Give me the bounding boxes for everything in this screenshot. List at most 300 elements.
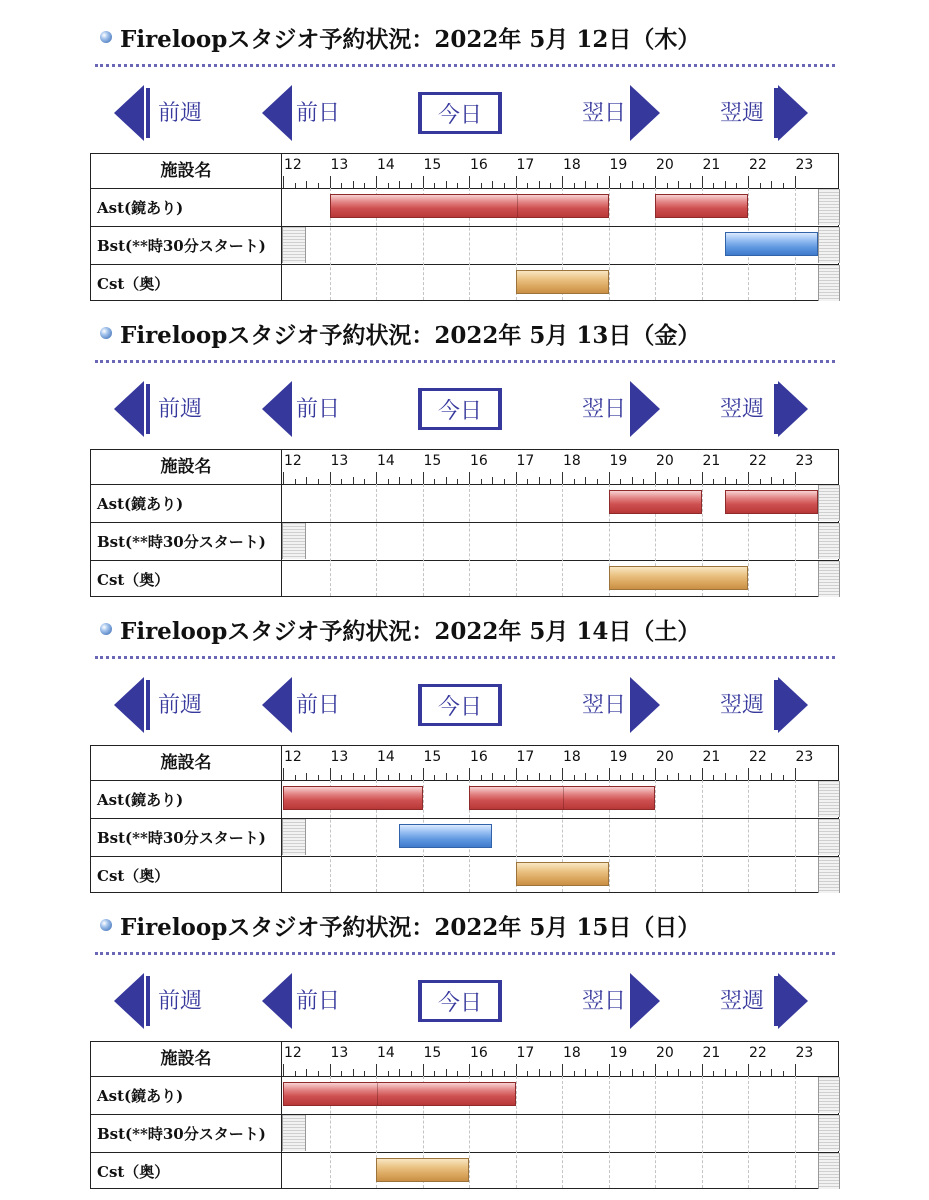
right-arrow-icon xyxy=(630,381,660,437)
minor-tick xyxy=(411,183,412,188)
minor-tick xyxy=(713,479,714,484)
today-label: 今日 xyxy=(437,991,482,1016)
hour-tick xyxy=(702,1064,703,1076)
hour-tick xyxy=(423,176,424,188)
hour-tick xyxy=(283,768,284,780)
today-label: 今日 xyxy=(437,399,482,424)
minor-tick xyxy=(481,183,482,188)
bullet-icon xyxy=(100,623,112,635)
minor-tick xyxy=(353,477,354,484)
hour-tick xyxy=(469,176,470,188)
minor-tick xyxy=(527,775,528,780)
minor-tick xyxy=(527,1071,528,1076)
hour-label: 23 xyxy=(795,1045,814,1061)
date-navigation xyxy=(0,970,929,1036)
minor-tick xyxy=(295,775,296,780)
hour-label: 17 xyxy=(516,157,535,173)
row-divider xyxy=(91,1076,838,1077)
hour-label: 16 xyxy=(470,1045,488,1061)
schedule-grid xyxy=(90,449,839,597)
hour-label: 15 xyxy=(423,157,442,173)
minor-tick xyxy=(632,477,633,484)
minor-tick xyxy=(678,477,679,484)
minor-tick xyxy=(760,183,761,188)
today-label: 今日 xyxy=(437,103,482,128)
title-divider xyxy=(95,656,835,659)
hour-tick xyxy=(562,1064,563,1076)
reservation-split xyxy=(377,1083,378,1105)
row-divider xyxy=(91,522,838,523)
right-arrow-icon xyxy=(630,85,660,141)
next-day-label: 翌日 xyxy=(582,693,627,718)
closed-time-block xyxy=(818,1077,840,1113)
hour-label: 16 xyxy=(470,157,488,173)
prev-week-label: 前週 xyxy=(158,989,203,1014)
date-navigation xyxy=(0,82,929,148)
facility-name: Bst(**時30分スタート) xyxy=(97,829,266,847)
hour-tick xyxy=(330,176,331,188)
hour-tick xyxy=(748,1064,749,1076)
hour-gridline xyxy=(748,780,749,892)
reservation-bar[interactable] xyxy=(399,824,492,848)
next-day-button[interactable] xyxy=(580,82,662,148)
minor-tick xyxy=(585,181,586,188)
hour-gridline xyxy=(516,484,517,596)
closed-time-block xyxy=(818,819,840,855)
reservation-split xyxy=(517,195,518,217)
hour-tick xyxy=(376,768,377,780)
minor-tick xyxy=(736,479,737,484)
hour-tick xyxy=(469,768,470,780)
next-week-button[interactable] xyxy=(718,674,810,740)
minor-tick xyxy=(690,183,691,188)
row-divider xyxy=(91,560,838,561)
reservation-bar[interactable] xyxy=(283,786,423,810)
minor-tick xyxy=(364,1071,365,1076)
minor-tick xyxy=(597,775,598,780)
hour-tick xyxy=(516,472,517,484)
next-week-button[interactable] xyxy=(718,378,810,444)
minor-tick xyxy=(643,479,644,484)
facility-name: Ast(鏡あり) xyxy=(97,495,184,513)
hour-label: 19 xyxy=(609,749,628,765)
hour-label: 20 xyxy=(656,749,674,765)
minor-tick xyxy=(574,1071,575,1076)
hour-label: 12 xyxy=(284,157,302,173)
hour-label: 12 xyxy=(284,749,302,765)
hour-tick xyxy=(469,1064,470,1076)
minor-tick xyxy=(736,775,737,780)
next-week-label: 翌週 xyxy=(720,989,765,1014)
prev-day-label: 前日 xyxy=(296,989,341,1014)
today-button[interactable] xyxy=(418,92,502,134)
title-divider xyxy=(95,64,835,67)
bullet-icon xyxy=(100,919,112,931)
minor-tick xyxy=(306,773,307,780)
right-arrow-icon xyxy=(630,677,660,733)
right-arrow-icon xyxy=(778,85,808,141)
minor-tick xyxy=(295,479,296,484)
minor-tick xyxy=(457,183,458,188)
minor-tick xyxy=(411,775,412,780)
border xyxy=(418,427,502,430)
hour-label: 21 xyxy=(702,749,721,765)
minor-tick xyxy=(597,183,598,188)
bullet-icon xyxy=(100,31,112,43)
minor-tick xyxy=(667,775,668,780)
minor-tick xyxy=(399,181,400,188)
closed-time-block xyxy=(818,781,840,817)
next-day-button[interactable] xyxy=(580,378,662,444)
reservation-bar[interactable] xyxy=(725,490,818,514)
minor-tick xyxy=(783,775,784,780)
minor-tick xyxy=(527,479,528,484)
minor-tick xyxy=(504,1071,505,1076)
page-title: Fireloopスタジオ予約状況：2022年 5月 12日（木） xyxy=(120,25,701,53)
minor-tick xyxy=(388,183,389,188)
hour-label: 17 xyxy=(516,453,535,469)
hour-label: 16 xyxy=(470,749,488,765)
page-title: Fireloopスタジオ予約状況：2022年 5月 15日（日） xyxy=(120,913,701,941)
hour-tick xyxy=(283,472,284,484)
minor-tick xyxy=(760,479,761,484)
hour-tick xyxy=(795,768,796,780)
facility-name: Cst（奥） xyxy=(97,571,170,589)
minor-tick xyxy=(632,181,633,188)
hour-tick xyxy=(562,768,563,780)
date-navigation xyxy=(0,674,929,740)
bullet-icon xyxy=(100,327,112,339)
today-button[interactable] xyxy=(418,980,502,1022)
left-arrow-icon xyxy=(114,973,144,1029)
minor-tick xyxy=(492,1069,493,1076)
closed-time-block xyxy=(818,227,840,263)
minor-tick xyxy=(306,1069,307,1076)
minor-tick xyxy=(527,183,528,188)
minor-tick xyxy=(771,1069,772,1076)
next-week-button[interactable] xyxy=(718,970,810,1036)
hour-tick xyxy=(283,176,284,188)
minor-tick xyxy=(643,775,644,780)
minor-tick xyxy=(574,775,575,780)
minor-tick xyxy=(481,775,482,780)
next-week-button[interactable] xyxy=(718,82,810,148)
minor-tick xyxy=(760,775,761,780)
minor-tick xyxy=(667,479,668,484)
hour-label: 22 xyxy=(749,749,767,765)
minor-tick xyxy=(481,1071,482,1076)
minor-tick xyxy=(434,479,435,484)
minor-tick xyxy=(690,1071,691,1076)
minor-tick xyxy=(364,775,365,780)
border xyxy=(418,1019,502,1022)
minor-tick xyxy=(690,775,691,780)
prev-day-button[interactable] xyxy=(262,378,352,444)
hour-label: 22 xyxy=(749,453,767,469)
minor-tick xyxy=(446,773,447,780)
minor-tick xyxy=(550,183,551,188)
day-schedule xyxy=(0,592,929,892)
row-divider xyxy=(91,818,838,819)
minor-tick xyxy=(388,479,389,484)
prev-day-button[interactable] xyxy=(262,970,352,1036)
minor-tick xyxy=(620,183,621,188)
hour-gridline xyxy=(469,484,470,596)
hour-tick xyxy=(702,176,703,188)
title-row xyxy=(100,908,700,942)
minor-tick xyxy=(667,1071,668,1076)
hour-tick xyxy=(516,768,517,780)
facility-header: 施設名 xyxy=(160,1049,212,1069)
today-label: 今日 xyxy=(437,695,482,720)
hour-tick xyxy=(609,176,610,188)
hour-tick xyxy=(655,176,656,188)
next-day-label: 翌日 xyxy=(582,101,627,126)
minor-tick xyxy=(318,479,319,484)
minor-tick xyxy=(504,479,505,484)
reservation-bar[interactable] xyxy=(376,1158,469,1182)
day-schedule xyxy=(0,296,929,596)
facility-name: Bst(**時30分スタート) xyxy=(97,237,266,255)
row-divider xyxy=(91,264,838,265)
minor-tick xyxy=(457,775,458,780)
minor-tick xyxy=(492,773,493,780)
minor-tick xyxy=(318,775,319,780)
minor-tick xyxy=(678,773,679,780)
hour-gridline xyxy=(330,484,331,596)
reservation-split xyxy=(563,787,564,809)
hour-label: 23 xyxy=(795,453,814,469)
minor-tick xyxy=(388,1071,389,1076)
hour-label: 23 xyxy=(795,749,814,765)
closed-time-block xyxy=(282,523,306,559)
hour-tick xyxy=(376,472,377,484)
hour-gridline xyxy=(516,1076,517,1188)
day-schedule xyxy=(0,888,929,1188)
minor-tick xyxy=(690,479,691,484)
minor-tick xyxy=(341,1071,342,1076)
minor-tick xyxy=(492,181,493,188)
hour-tick xyxy=(562,176,563,188)
hour-label: 17 xyxy=(516,749,535,765)
next-day-button[interactable] xyxy=(580,674,662,740)
hour-label: 21 xyxy=(702,1045,721,1061)
hour-label: 19 xyxy=(609,157,628,173)
right-arrow-icon xyxy=(778,381,808,437)
hour-label: 23 xyxy=(795,157,814,173)
minor-tick xyxy=(539,773,540,780)
schedule-grid xyxy=(90,745,839,893)
minor-tick xyxy=(411,479,412,484)
reservation-bar[interactable] xyxy=(609,566,749,590)
prev-day-button[interactable] xyxy=(262,82,352,148)
facility-name: Bst(**時30分スタート) xyxy=(97,1125,266,1143)
hour-tick xyxy=(469,472,470,484)
prev-week-button[interactable] xyxy=(114,970,214,1036)
prev-week-button[interactable] xyxy=(114,674,214,740)
bar-icon xyxy=(146,384,150,434)
reservation-bar[interactable] xyxy=(330,194,609,218)
reservation-bar[interactable] xyxy=(725,232,818,256)
reservation-bar[interactable] xyxy=(609,490,702,514)
today-button[interactable] xyxy=(418,388,502,430)
hour-tick xyxy=(655,472,656,484)
right-arrow-icon xyxy=(778,973,808,1029)
prev-week-button[interactable] xyxy=(114,378,214,444)
minor-tick xyxy=(667,183,668,188)
facility-header: 施設名 xyxy=(160,753,212,773)
hour-tick xyxy=(330,472,331,484)
hour-tick xyxy=(795,176,796,188)
minor-tick xyxy=(434,1071,435,1076)
next-week-label: 翌週 xyxy=(720,693,765,718)
minor-tick xyxy=(364,479,365,484)
hour-gridline xyxy=(562,484,563,596)
minor-tick xyxy=(399,773,400,780)
next-day-button[interactable] xyxy=(580,970,662,1036)
minor-tick xyxy=(539,181,540,188)
hour-tick xyxy=(609,768,610,780)
minor-tick xyxy=(550,775,551,780)
closed-time-block xyxy=(818,485,840,521)
hour-label: 15 xyxy=(423,749,442,765)
hour-label: 12 xyxy=(284,1045,302,1061)
reservation-bar[interactable] xyxy=(516,862,609,886)
hour-tick xyxy=(330,768,331,780)
hour-label: 18 xyxy=(563,749,581,765)
hour-tick xyxy=(376,176,377,188)
prev-week-button[interactable] xyxy=(114,82,214,148)
title-row xyxy=(100,612,700,646)
hour-tick xyxy=(655,768,656,780)
hour-gridline xyxy=(423,484,424,596)
minor-tick xyxy=(597,1071,598,1076)
hour-tick xyxy=(376,1064,377,1076)
hour-label: 20 xyxy=(656,453,674,469)
hour-tick xyxy=(702,768,703,780)
page-title: Fireloopスタジオ予約状況：2022年 5月 14日（土） xyxy=(120,617,701,645)
hour-gridline xyxy=(609,188,610,300)
hour-label: 14 xyxy=(377,157,395,173)
hour-label: 21 xyxy=(702,157,721,173)
hour-label: 20 xyxy=(656,157,674,173)
minor-tick xyxy=(504,775,505,780)
minor-tick xyxy=(574,479,575,484)
minor-tick xyxy=(783,1071,784,1076)
minor-tick xyxy=(783,183,784,188)
minor-tick xyxy=(678,181,679,188)
closed-time-block xyxy=(282,1115,306,1151)
hour-label: 13 xyxy=(330,157,349,173)
facility-name: Cst（奥） xyxy=(97,1163,170,1181)
minor-tick xyxy=(585,773,586,780)
hour-tick xyxy=(562,472,563,484)
row-divider xyxy=(91,780,838,781)
left-arrow-icon xyxy=(262,677,292,733)
minor-tick xyxy=(713,775,714,780)
minor-tick xyxy=(632,773,633,780)
facility-name: Ast(鏡あり) xyxy=(97,199,184,217)
minor-tick xyxy=(713,183,714,188)
prev-week-label: 前週 xyxy=(158,693,203,718)
row-divider xyxy=(91,856,838,857)
next-day-label: 翌日 xyxy=(582,989,627,1014)
facility-header: 施設名 xyxy=(160,457,212,477)
border xyxy=(418,131,502,134)
minor-tick xyxy=(353,1069,354,1076)
left-arrow-icon xyxy=(262,973,292,1029)
minor-tick xyxy=(306,477,307,484)
title-row xyxy=(100,316,700,350)
minor-tick xyxy=(678,1069,679,1076)
minor-tick xyxy=(446,181,447,188)
minor-tick xyxy=(399,1069,400,1076)
minor-tick xyxy=(643,1071,644,1076)
minor-tick xyxy=(632,1069,633,1076)
left-arrow-icon xyxy=(114,85,144,141)
closed-time-block xyxy=(818,1153,840,1189)
reservation-bar[interactable] xyxy=(283,1082,516,1106)
facility-name: Bst(**時30分スタート) xyxy=(97,533,266,551)
page-title: Fireloopスタジオ予約状況：2022年 5月 13日（金） xyxy=(120,321,701,349)
minor-tick xyxy=(574,183,575,188)
hour-tick xyxy=(516,1064,517,1076)
hour-tick xyxy=(283,1064,284,1076)
minor-tick xyxy=(736,183,737,188)
minor-tick xyxy=(725,1069,726,1076)
title-divider xyxy=(95,360,835,363)
row-divider xyxy=(91,484,838,485)
facility-name: Cst（奥） xyxy=(97,867,170,885)
minor-tick xyxy=(620,775,621,780)
hour-tick xyxy=(748,176,749,188)
next-week-label: 翌週 xyxy=(720,101,765,126)
hour-gridline xyxy=(655,1076,656,1188)
minor-tick xyxy=(725,181,726,188)
hour-label: 18 xyxy=(563,157,581,173)
schedule-grid xyxy=(90,1041,839,1189)
reservation-bar[interactable] xyxy=(516,270,609,294)
today-button[interactable] xyxy=(418,684,502,726)
hour-label: 15 xyxy=(423,453,442,469)
minor-tick xyxy=(620,1071,621,1076)
hour-gridline xyxy=(655,780,656,892)
day-schedule xyxy=(0,0,929,300)
prev-day-label: 前日 xyxy=(296,693,341,718)
minor-tick xyxy=(713,1071,714,1076)
border xyxy=(418,92,502,95)
border xyxy=(418,388,502,391)
minor-tick xyxy=(341,183,342,188)
reservation-bar[interactable] xyxy=(469,786,655,810)
prev-week-label: 前週 xyxy=(158,397,203,422)
facility-name: Ast(鏡あり) xyxy=(97,791,184,809)
prev-day-button[interactable] xyxy=(262,674,352,740)
minor-tick xyxy=(388,775,389,780)
prev-day-label: 前日 xyxy=(296,397,341,422)
hour-label: 22 xyxy=(749,157,767,173)
reservation-bar[interactable] xyxy=(655,194,748,218)
minor-tick xyxy=(539,1069,540,1076)
minor-tick xyxy=(585,1069,586,1076)
hour-gridline xyxy=(748,1076,749,1188)
hour-label: 18 xyxy=(563,453,581,469)
hour-label: 14 xyxy=(377,1045,395,1061)
left-arrow-icon xyxy=(114,677,144,733)
hour-label: 19 xyxy=(609,453,628,469)
minor-tick xyxy=(434,775,435,780)
minor-tick xyxy=(771,181,772,188)
